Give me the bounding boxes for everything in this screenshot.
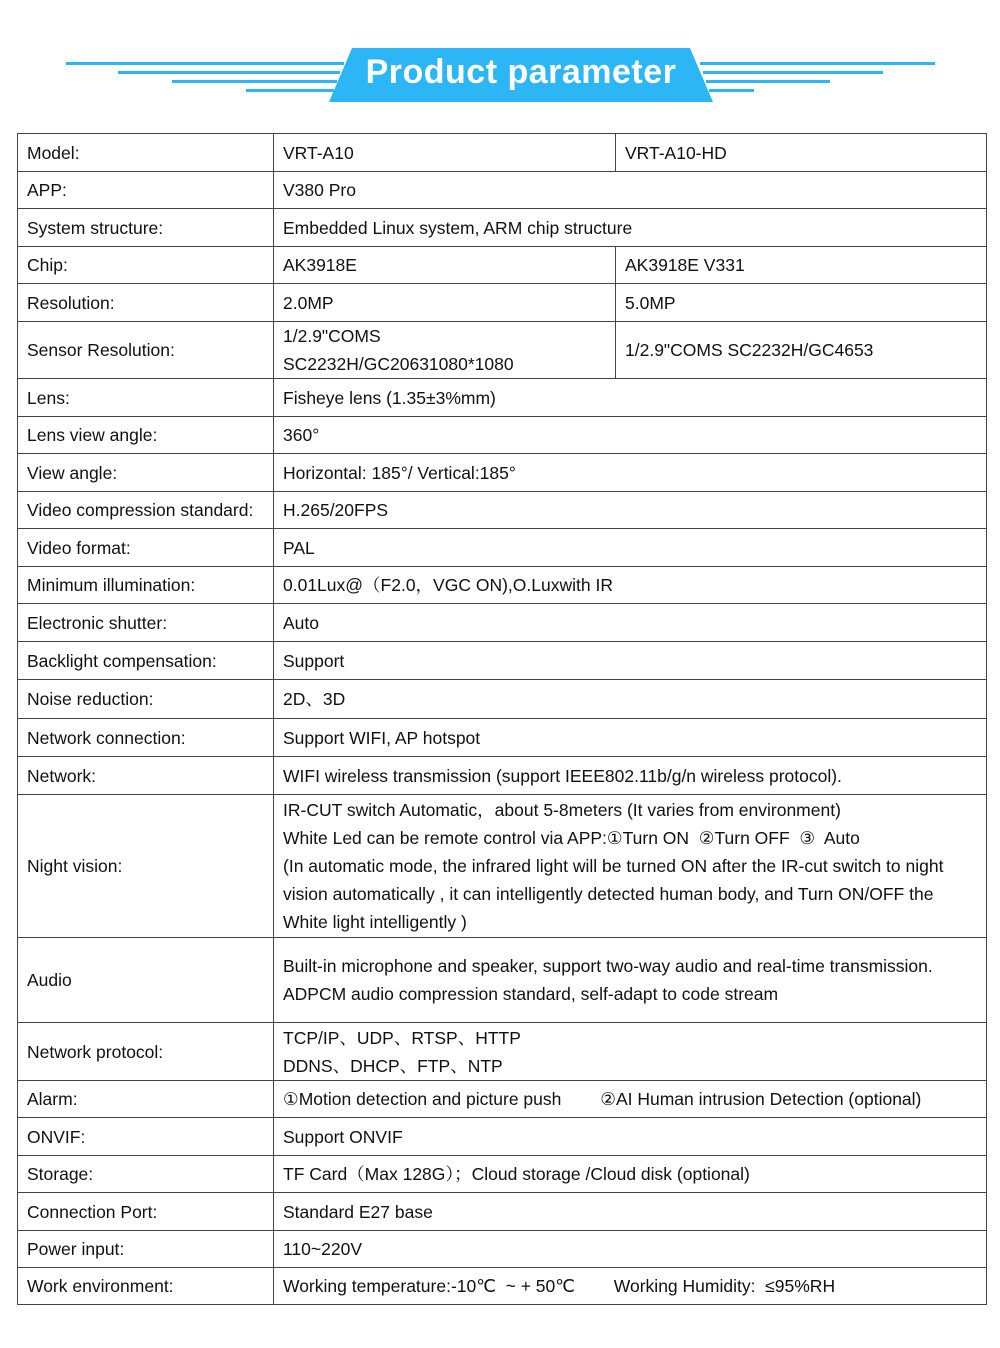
table-row <box>18 604 987 642</box>
param-label: Storage: <box>18 1156 274 1193</box>
table-row <box>18 379 987 417</box>
table-row <box>18 1156 987 1193</box>
param-label: Electronic shutter: <box>18 604 274 642</box>
section-banner <box>0 40 1000 110</box>
banner-stripe <box>246 89 334 92</box>
param-value <box>274 134 616 172</box>
table-row <box>18 680 987 719</box>
param-value-line: 110~220V <box>283 1239 362 1259</box>
table-row <box>18 1193 987 1231</box>
param-value <box>274 719 987 757</box>
table-row <box>18 757 987 795</box>
table-row <box>18 454 987 492</box>
param-value-line: Support ONVIF <box>283 1126 403 1147</box>
param-value <box>616 247 987 284</box>
param-value <box>274 757 987 795</box>
param-label: Minimum illumination: <box>18 567 274 604</box>
banner-stripe <box>700 62 935 65</box>
table-row <box>18 172 987 209</box>
param-value <box>274 529 987 567</box>
param-value <box>274 1081 987 1118</box>
param-value <box>274 172 987 209</box>
param-label: ONVIF: <box>18 1118 274 1156</box>
param-value <box>274 604 987 642</box>
product-parameter-table <box>17 133 987 1305</box>
param-value-line: TCP/IP、UDP、RTSP、HTTP <box>283 1027 521 1048</box>
param-value-line: Standard E27 base <box>283 1201 433 1222</box>
param-value-line: 2D、3D <box>283 689 346 709</box>
param-value <box>274 1268 987 1305</box>
param-value <box>274 247 616 284</box>
param-value-line: Built-in microphone and speaker, support two-way audio and real-time transmission. <box>283 956 933 976</box>
param-label: Lens: <box>18 379 274 417</box>
param-value-line: IR-CUT switch Automatic，about 5-8meters (It varies from environment) <box>283 800 841 820</box>
param-value-line: Support <box>283 650 345 671</box>
param-value-line: VRT-A10 <box>283 142 354 163</box>
banner-stripe <box>66 62 344 65</box>
banner-stripe <box>118 71 340 74</box>
table-row <box>18 247 987 284</box>
param-value-line: 5.0MP <box>625 292 676 313</box>
param-label: APP: <box>18 172 274 209</box>
param-value-line: Fisheye lens (1.35±3%mm) <box>283 387 496 408</box>
param-label: Sensor Resolution: <box>18 322 274 379</box>
param-value <box>274 1156 987 1193</box>
param-value-line: ADPCM audio compression standard, self-adapt to code stream <box>283 984 779 1004</box>
banner-stripe <box>703 71 883 74</box>
table-row <box>18 938 987 1023</box>
param-label: Power input: <box>18 1231 274 1268</box>
param-label: Alarm: <box>18 1081 274 1118</box>
param-label: Network connection: <box>18 719 274 757</box>
table-row <box>18 1023 987 1081</box>
param-value-line: AK3918E V331 <box>625 255 745 275</box>
param-label: Noise reduction: <box>18 680 274 719</box>
param-value-line: PAL <box>283 537 315 558</box>
param-value <box>274 938 987 1023</box>
param-value-line: ①Motion detection and picture push ②AI Human intrusion Detection (optional) <box>283 1089 922 1109</box>
table-row <box>18 284 987 322</box>
banner-stripe <box>706 80 830 83</box>
param-value-line: WIFI wireless transmission (support IEEE802.11b/g/n wireless protocol). <box>283 765 842 786</box>
table-row <box>18 529 987 567</box>
param-label: Chip: <box>18 247 274 284</box>
param-value <box>274 284 616 322</box>
param-value-line: White light intelligently ) <box>283 912 467 932</box>
param-value <box>274 1023 987 1081</box>
banner-stripe <box>172 80 337 83</box>
param-label: Audio <box>18 938 274 1023</box>
param-value <box>274 1231 987 1268</box>
param-value-line: SC2232H/GC20631080*1080 <box>283 354 514 374</box>
param-label: View angle: <box>18 454 274 492</box>
param-value <box>274 795 987 938</box>
table-row <box>18 642 987 680</box>
param-value <box>274 322 616 379</box>
table-row <box>18 795 987 938</box>
param-value-line: DDNS、DHCP、FTP、NTP <box>283 1055 503 1076</box>
param-value <box>274 209 987 247</box>
page-title: Product parameter <box>365 53 677 91</box>
param-value-line: VRT-A10-HD <box>625 142 727 163</box>
param-value-line: 2.0MP <box>283 292 334 313</box>
table-row <box>18 417 987 454</box>
param-value <box>616 284 987 322</box>
param-label: Model: <box>18 134 274 172</box>
param-value-line: Horizontal: 185°/ Vertical:185° <box>283 462 516 483</box>
param-label: Network: <box>18 757 274 795</box>
param-value <box>274 567 987 604</box>
param-label: Backlight compensation: <box>18 642 274 680</box>
param-value-line: TF Card（Max 128G）；Cloud storage /Cloud disk (optional) <box>283 1164 750 1184</box>
param-value-line: Working temperature:-10℃ ~ + 50℃ Working Humidity: ≤95%RH <box>283 1276 836 1296</box>
param-value-line: H.265/20FPS <box>283 500 389 520</box>
param-value-line: 0.01Lux@（F2.0，VGC ON),O.Luxwith IR <box>283 575 613 595</box>
param-value-line: AK3918E <box>283 255 357 275</box>
param-label: Work environment: <box>18 1268 274 1305</box>
param-label: Night vision: <box>18 795 274 938</box>
param-value <box>274 492 987 529</box>
table-row <box>18 1118 987 1156</box>
param-label: Resolution: <box>18 284 274 322</box>
param-value-line: 1/2.9"COMS SC2232H/GC4653 <box>625 340 874 360</box>
param-value <box>274 642 987 680</box>
param-value-line: Auto <box>283 612 319 633</box>
param-value-line: (In automatic mode, the infrared light will be turned ON after the IR-cut switch to night <box>283 856 944 876</box>
param-value-line: White Led can be remote control via APP:①Turn ON ②Turn OFF ③ Auto <box>283 828 860 848</box>
banner-stripe <box>709 89 754 92</box>
param-label: Lens view angle: <box>18 417 274 454</box>
table-row <box>18 134 987 172</box>
table-row <box>18 492 987 529</box>
table-row <box>18 1081 987 1118</box>
table-row <box>18 1268 987 1305</box>
table-row <box>18 567 987 604</box>
param-value <box>274 1193 987 1231</box>
param-value-line: 360° <box>283 425 320 445</box>
table-row <box>18 209 987 247</box>
table-row <box>18 322 987 379</box>
param-label: Video format: <box>18 529 274 567</box>
param-value <box>274 454 987 492</box>
param-value <box>274 417 987 454</box>
param-value <box>274 1118 987 1156</box>
table-row <box>18 1231 987 1268</box>
param-value-line: vision automatically , it can intelligently detected human body, and Turn ON/OFF the <box>283 884 934 904</box>
param-value <box>616 322 987 379</box>
table-row <box>18 719 987 757</box>
param-value <box>274 680 987 719</box>
param-label: Connection Port: <box>18 1193 274 1231</box>
param-value <box>274 379 987 417</box>
param-value <box>616 134 987 172</box>
param-label: Video compression standard: <box>18 492 274 529</box>
param-value-line: 1/2.9"COMS <box>283 326 381 346</box>
param-label: Network protocol: <box>18 1023 274 1081</box>
param-value-line: Embedded Linux system, ARM chip structure <box>283 217 633 238</box>
param-label: System structure: <box>18 209 274 247</box>
param-value-line: V380 Pro <box>283 180 356 200</box>
param-value-line: Support WIFI, AP hotspot <box>283 727 481 748</box>
